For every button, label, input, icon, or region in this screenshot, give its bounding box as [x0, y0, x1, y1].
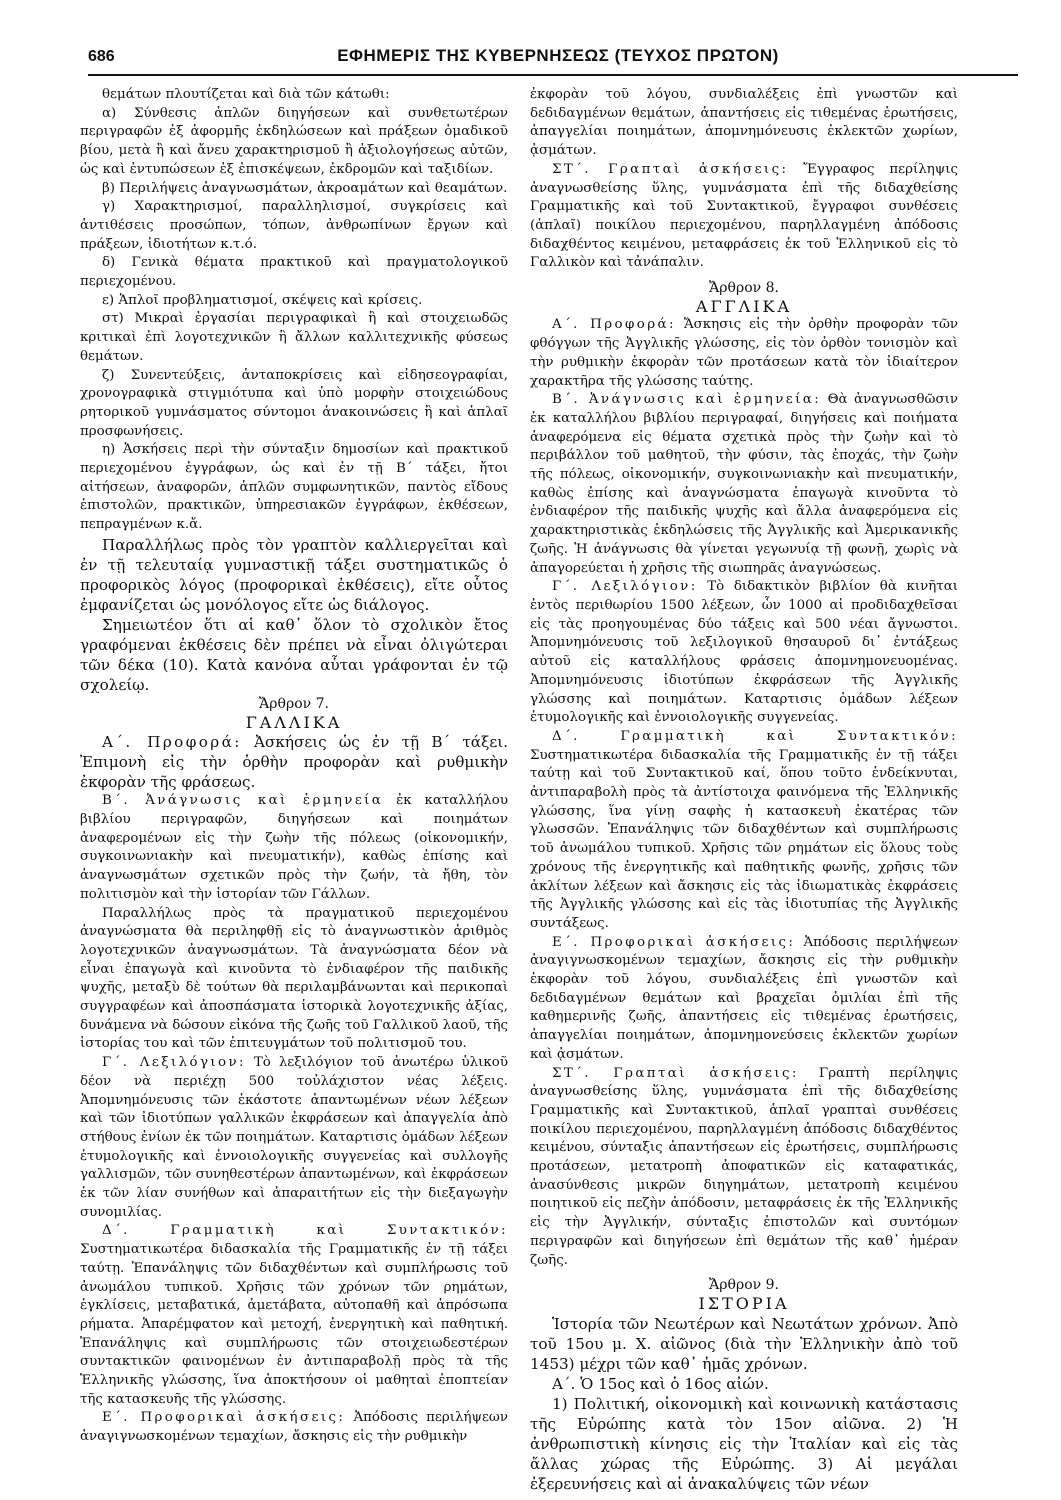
section-title: ΑΓΓΛΙΚΑ: [695, 296, 793, 316]
subsection-label: Δ΄. Γραμματικὴ καὶ Συντακτικόν:: [102, 1223, 508, 1239]
left-column: [80, 86, 508, 1447]
paragraph: θεμάτων πλουτίζεται καὶ διὰ τῶν κάτωθι:: [102, 87, 390, 102]
paragraph: [530, 1065, 958, 1271]
paragraph-text: Συστηματικωτέρα διδασκαλία τῆς Γραμματικῆς ἐν τῇ τάξει ταύτῃ. Ἐπανάληψις τῶν διδαχθέντων καὶ συμπλήρωσις τοῦ ἀνωμάλου τυπικοῦ. Χρῆσις τῶν χρόνων τῶν ρημάτων, ἐγκλίσεις, μεταβατικά, ἀμετάβατα, αὐτοπαθῆ καὶ ἀπρόσωπα ρήματα. Ἀπαρέμφατον καὶ μετοχή, ἐνεργητικὴ καὶ παθητική. Ἐπανάληψις καὶ συμπλήρωσις τῶν στοιχειωδεστέρων συντακτικῶν φαινομένων ἐν ἀντιπαραβολῇ πρὸς τὰ τῆς Ἑλληνικῆς γλώσσης, ἵνα ἀποκτήσουν οἱ μαθηταὶ ἐποπτείαν τῆς κατασκευῆς τῆς γλώσσης.: [80, 1242, 508, 1407]
paragraph-text: Ἀσκήσεις ὡς ἐν τῇ Β΄ τάξει. Ἐπιμονὴ εἰς τὴν ὀρθὴν προφορὰν καὶ ρυθμικὴν ἐκφορὰν τῆς φράσεως.: [80, 733, 508, 792]
paragraph: Ἱστορία τῶν Νεωτέρων καὶ Νεωτάτων χρόνων. Ἀπὸ τοῦ 15ου μ. Χ. αἰῶνος (διὰ τὴν Ἑλληνικὴν ἀπὸ τοῦ 1453) μέχρι τῶν καθ᾽ ἡμᾶς χρόνων.: [530, 1314, 958, 1373]
subsection-label: ΣΤ΄. Γραπταὶ ἀσκήσεις:: [552, 1065, 799, 1081]
article-heading: Ἄρθρον 7.: [259, 695, 329, 712]
paragraph-text: Ἔγγραφος περίληψις ἀναγνωσθείσης ὕλης, γυμνάσματα ἐπὶ τῆς διδαχθείσης Γραμματικῆς καὶ τοῦ Συντακτικοῦ, ἔγγραφοι συνθέσεις (ἁπλαῖ) ποικίλου περιεχομένου, παρηλλαγμένη ἀπόδοσις διδαχθέντος κειμένου, μεταφράσεις ἐκ τοῦ Ἑλληνικοῦ εἰς τὸ Γαλλικὸν καὶ τἀνάπαλιν.: [530, 161, 958, 271]
paragraph: [530, 578, 958, 728]
paragraph-text: Γραπτὴ περίληψις ἀναγνωσθείσης ὕλης, γυμνάσματα ἐπὶ τῆς διδαχθείσης Γραμματικῆς καὶ Συντακτικοῦ, ἁπλαῖ γραπταὶ συνθέσεις ποικίλου περιεχομένου, παρηλλαγμένη ἀπόδοσις διδαχθέντος κειμένου, σύνταξις ἀπαντήσεων εἰς ἐρωτήσεις, συμπλήρωσις προτάσεων, μετατροπὴ ἀποφατικῶν εἰς καταφατικάς, ἀνασύνθεσις μικρῶν διηγημάτων, μετατροπὴ κειμένου ποιητικοῦ εἰς πεζὴν ἀπόδοσιν, μεταφράσεις ἐκ τῆς Ἑλληνικῆς εἰς τὴν Ἀγγλικήν, σύνταξις ἐπιστολῶν καὶ συντόμων περιγραφῶν καὶ διηγήσεων ἐπὶ θεμάτων τῆς καθ᾽ ἡμέραν ζωῆς.: [530, 1065, 958, 1268]
subsection-label: ΣΤ΄. Γραπταὶ ἀσκήσεις:: [552, 161, 789, 177]
paragraph: ε) Ἁπλοῖ προβληματισμοί, σκέψεις καὶ κρίσεις.: [102, 292, 423, 308]
subsection-label: Α΄. Προφορά:: [102, 733, 242, 752]
paragraph: [530, 728, 958, 934]
paragraph-text: Ἀπόδοσις περιλήψεων ἀναγιγνωσκομένων τεμαχίων, ἄσκησις εἰς τὴν ρυθμικὴν: [80, 1410, 508, 1445]
article-heading: Ἄρθρον 8.: [709, 280, 779, 297]
paragraph: Παραλλήλως πρὸς τὸν γραπτὸν καλλιεργεῖται καὶ ἐν τῇ τελευταίᾳ γυμναστικῇ τάξει συστηματικῶς ὁ προφορικὸς λόγος (προφορικαὶ ἐκθέσεις), εἴτε οὗτος ἐμφανίζεται ὡς μονόλογος εἴτε ὡς διάλογος.: [80, 535, 508, 614]
subsection-label: Ε΄. Προφορικαὶ ἀσκήσεις:: [102, 1410, 346, 1426]
paragraph: δ) Γενικὰ θέματα πρακτικοῦ καὶ πραγματολογικοῦ περιεχομένου.: [80, 255, 508, 290]
paragraph-text: Θὰ ἀναγνωσθῶσιν ἐκ καταλλήλου βιβλίου περιγραφαί, διηγήσεις καὶ ποιήματα ἀναφερόμενα εἰς θέματα σχετικὰ πρὸς τὴν ζωὴν καὶ τὸ περιβάλλον τοῦ μαθητοῦ, τὴν φύσιν, τὰς ἐποχάς, τὴν ζωὴν τῆς πόλεως, οἰκονομικήν, συγκοινωνιακὴν καὶ πνευματικήν, καθὼς ἐπίσης καὶ ἀναγνώσματα ἐπαγωγὰ κινοῦντα τὸ ἐνδιαφέρον τῆς παιδικῆς ψυχῆς καὶ ἄλλα ἀναφερόμενα εἰς χαρακτηριστικὰς ἐκδηλώσεις τῆς Ἀγγλικῆς καὶ Ἀμερικανικῆς ζωῆς. Ἡ ἀνάγνωσις θὰ γίνεται γεγωνυίᾳ τῇ φωνῇ, χωρὶς νὰ ἀπαγορεύεται ἡ χρῆσις τῆς σιωπηρᾶς ἀναγνώσεως.: [530, 392, 958, 576]
paragraph: ἐκφορὰν τοῦ λόγου, συνδιαλέξεις ἐπὶ γνωστῶν καὶ δεδιδαγμένων θεμάτων, ἀπαντήσεις εἰς τιθεμένας ἐρωτήσεις, ἀπαγγελίαι ποιημάτων, ἀπομνημόνευσις ἐκλεκτῶν χωρίων, ᾀσμάτων.: [530, 87, 958, 159]
paragraph: [530, 316, 958, 391]
gazette-title: ΕΦΗΜΕΡΙΣ ΤΗΣ ΚΥΒΕΡΝΗΣΕΩΣ (ΤΕΥΧΟΣ ΠΡΩΤΟΝ): [337, 46, 779, 65]
paragraph: γ) Χαρακτηρισμοί, παραλληλισμοί, συγκρίσεις καὶ ἀντιθέσεις προσώπων, τόπων, ἀνθρωπίνων ἔργων καὶ πράξεων, ἰδιοτήτων κ.τ.ό.: [80, 199, 508, 252]
subsection-label: Α΄. Προφορά:: [552, 317, 676, 333]
paragraph-text: ἐκ καταλλήλου βιβλίου περιγραφῶν, διηγήσεων καὶ ποιημάτων ἀναφερομένων εἰς τὴν ζωὴν τῆς πόλεως (οἰκονομικήν, συγκοινωνιακὴν καὶ πνευματικήν), καθὼς ἐπίσης καὶ ἀναγνωσμάτων σχετικῶν πρὸς τὴν ζωήν, τὰ ἤθη, τὸν πολιτισμὸν καὶ τὴν ἱστορίαν τῶν Γάλλων.: [80, 793, 508, 902]
subsection-label: Β΄. Ἀνάγνωσις καὶ ἑρμηνεία:: [552, 392, 822, 408]
paragraph: στ) Μικραὶ ἐργασίαι περιγραφικαὶ ἢ καὶ στοιχειωδῶς κριτικαὶ ἐπὶ λογοτεχνικῶν ἢ ἄλλων καλλιτεχνικῆς φύσεως θεμάτων.: [80, 311, 508, 364]
subsection-label: Γ΄. Λεξιλόγιον:: [102, 1055, 246, 1071]
subsection-label: Γ΄. Λεξιλόγιον:: [552, 579, 698, 595]
section-title: ΙΣΤΟΡΙΑ: [698, 1294, 790, 1313]
paragraph: η) Ἀσκήσεις περὶ τὴν σύνταξιν δημοσίων καὶ πρακτικοῦ περιεχομένου ἐγγράφων, ὡς καὶ ἐν τῇ Β΄ τάξει, ἤτοι αἰτήσεων, ἀναφορῶν, ἁπλῶν συμφωνητικῶν, παντὸς εἴδους ἐπιστολῶν, πρακτικῶν, ὑπηρεσιακῶν ἐγγράφων, ἐκθέσεων, πεπραγμένων κ.ἄ.: [80, 442, 508, 533]
paragraph-text: Συστηματικωτέρα διδασκαλία τῆς Γραμματικῆς ἐν τῇ τάξει ταύτῃ καὶ τοῦ Συντακτικοῦ καί, ὅπου τοῦτο ἐνδείκνυται, ἀντιπαραβολὴ πρὸς τὰ ἀντίστοιχα φαινόμενα τῆς Ἑλληνικῆς γλώσσης, ἵνα γίνῃ σαφὴς ἡ κατασκευὴ ἑκατέρας τῶν γλωσσῶν. Ἐπανάληψις τῶν διδαχθέντων καὶ συμπλήρωσις τοῦ ἀνωμάλου τυπικοῦ. Χρῆσις τῶν ρημάτων εἰς ὅλους τοὺς χρόνους τῆς ἐνεργητικῆς καὶ παθητικῆς φωνῆς, χρῆσις τῶν ἀκλίτων λέξεων καὶ ἄσκησις εἰς τὰς ἰδιωματικὰς ἐκφράσεις τῆς Ἀγγλικῆς γλώσσης καὶ εἰς τὰς ἰδιοτυπίας τῆς Ἀγγλικῆς συντάξεως.: [530, 747, 958, 931]
paragraph: [530, 391, 958, 578]
paragraph: ζ) Συνεντεύξεις, ἀνταποκρίσεις καὶ εἰδησεογραφίαι, χρονογραφικὰ στιγμιότυπα καὶ ὑπὸ μορφὴν στοιχειώδους ρητορικοῦ γυμνάσματος σύντομοι ἀνακοινώσεις ἢ καὶ ἁπλαῖ προσφωνήσεις.: [80, 367, 508, 439]
paragraph-text: Ἄσκησις εἰς τὴν ὀρθὴν προφορὰν τῶν φθόγγων τῆς Ἀγγλικῆς γλώσσης, εἰς τὸν ὀρθὸν τονισμὸν καὶ τὴν ρυθμικὴν ἐκφορὰν τῶν προτάσεων κατὰ τὸν ἰδιαίτερον χαρακτῆρα τῆς γλώσσης ταύτης.: [530, 317, 959, 389]
subsection-label: Β΄. Ἀνάγνωσις καὶ ἑρμηνεία: [102, 793, 384, 809]
page-number: 686: [88, 48, 115, 65]
paragraph-text: Ἀπόδοσις περιλήψεων ἀναγιγνωσκομένων τεμαχίων, ἄσκησις εἰς τὴν ρυθμικὴν ἐκφορὰν τοῦ λόγου, συνδιαλέξεις ἐπὶ γνωστῶν καὶ δεδιδαγμένων θεμάτων καὶ βραχεῖαι ὁμιλίαι ἐπὶ τῆς καθημερινῆς ζωῆς, ἀπαντήσεις εἰς τιθεμένας ἐρωτήσεις, ἀπαγγελίαι ποιημάτων, ἀπομνημονεύσεις ἐκλεκτῶν χωρίων καὶ ᾀσμάτων.: [530, 934, 958, 1062]
page-header: [88, 44, 1018, 76]
paragraph: 1) Πολιτική, οἰκονομικὴ καὶ κοινωνικὴ κατάστασις τῆς Εὐρώπης κατὰ τὸν 15ον αἰῶνα. 2) Ἡ ἀνθρωπιστικὴ κίνησις εἰς τὴν Ἰταλίαν καὶ εἰς τὰς ἄλλας χώρας τῆς Εὐρώπης. 3) Αἱ μεγάλαι ἐξερευνήσεις καὶ αἱ ἀνακαλύψεις τῶν νέων: [530, 1394, 958, 1493]
paragraph: Παραλλήλως πρὸς τὰ πραγματικοῦ περιεχομένου ἀναγνώσματα θὰ περιληφθῇ εἰς τὸ ἀναγνωστικὸν ἀριθμὸς λογοτεχνικῶν ἀναγνωσμάτων. Τὰ ἀναγνώσματα δέον νὰ εἶναι ἐπαγωγὰ καὶ κινοῦντα τὸ ἐνδιαφέρον τῆς παιδικῆς ψυχῆς, μεταξὺ δὲ τούτων θὰ περιλαμβάνωνται καὶ περικοπαὶ συγγραφέων καὶ ἀποσπάσματα ἱστορικὰ λογοτεχνικῆς ἀξίας, δυνάμενα νὰ δώσουν εἰκόνα τῆς ζωῆς τοῦ Γαλλικοῦ λαοῦ, τῆς ἱστορίας του καὶ τῶν ἐπιτευγμάτων τοῦ πολιτισμοῦ του.: [80, 905, 508, 1052]
paragraph: [80, 1409, 508, 1446]
paragraph: α) Σύνθεσις ἁπλῶν διηγήσεων καὶ συνθετωτέρων περιγραφῶν ἐξ ἀφορμῆς ἐκδηλώσεων καὶ πράξεων ὁμαδικοῦ βίου, μετὰ ἢ καὶ ἄνευ χαρακτηρισμοῦ ἢ ἀξιολογήσεως αὐτῶν, ὡς καὶ ἐντυπώσεων ἐξ ἐπισκέψεων, ἐκδρομῶν καὶ ταξιδίων.: [80, 105, 508, 177]
subsection-label: Ε΄. Προφορικαὶ ἀσκήσεις:: [552, 934, 796, 950]
subsection-label: Δ΄. Γραμματικὴ καὶ Συντακτικόν:: [552, 728, 958, 744]
paragraph-text: Τὸ διδακτικὸν βιβλίον θὰ κινῆται ἐντὸς περιθωρίου 1500 λέξεων, ὧν 1000 αἱ προδιδαχθεῖσαι εἰς τὰς προηγουμένας δύο τάξεις καὶ 500 νέαι ἄγνωστοι. Ἀπομνημόνευσις τοῦ λεξιλογικοῦ θησαυροῦ δι᾽ ἐντάξεως αὐτοῦ εἰς καταλλήλους φράσεις ἀπομνημονευομένας. Ἀπομνημόνευσις ἰδιοτύπων ἐκφράσεων τῆς Ἀγγλικῆς γλώσσης καὶ ποιημάτων. Καταρτισις ὁμάδων λέξεων ἐτυμολογικῆς καὶ ἐννοιολογικῆς συγγενείας.: [530, 579, 958, 726]
paragraph: [80, 732, 508, 792]
paragraph: [530, 934, 958, 1065]
paragraph: [80, 1222, 508, 1409]
paragraph: Α΄. Ὁ 15ος καὶ ὁ 16ος αἰών.: [552, 1374, 769, 1393]
paragraph: Σημειωτέον ὅτι αἱ καθ᾽ ὅλον τὸ σχολικὸν ἔτος γραφόμεναι ἐκθέσεις δὲν πρέπει νὰ εἶναι ὀλιγώτεραι τῶν δέκα (10). Κατὰ κανόνα αὗται γράφονται ἐν τῷ σχολείῳ.: [80, 615, 508, 694]
paragraph: [80, 792, 508, 904]
article-heading: Ἄρθρον 9.: [709, 1277, 779, 1294]
right-column: [530, 86, 958, 1494]
section-title: ΓΑΛΛΙΚΑ: [245, 712, 343, 732]
paragraph: [80, 1054, 508, 1222]
paragraph: β) Περιλήψεις ἀναγνωσμάτων, ἀκροαμάτων καὶ θεαμάτων.: [102, 180, 508, 196]
paragraph-text: Τὸ λεξιλόγιον τοῦ ἀνωτέρω ὑλικοῦ δέον νὰ περιέχῃ 500 τοὐλάχιστον νέας λέξεις. Ἀπομνημόνευσις τῶν ἑκάστοτε ἀπαντωμένων νέων λέξεων καὶ τῶν ἰδιοτύπων γαλλικῶν ἐκφράσεων καὶ ἀπαγγελία ἀπὸ στήθους ἐνίων ἐκ τῶν ποιημάτων. Καταρτισις ὁμάδων λέξεων ἐτυμολογικῆς καὶ ἐννοιολογικῆς συγγενείας καὶ συλλογῆς γαλλισμῶν, τῶν συνηθεστέρων ἀπαντωμένων, καὶ ἐκφράσεων ἐκ τῶν λίαν συνήθων καὶ ἀπαραιτήτων εἰς τὴν διεξαγωγὴν συνομιλίας.: [80, 1055, 508, 1220]
paragraph: [530, 161, 958, 273]
